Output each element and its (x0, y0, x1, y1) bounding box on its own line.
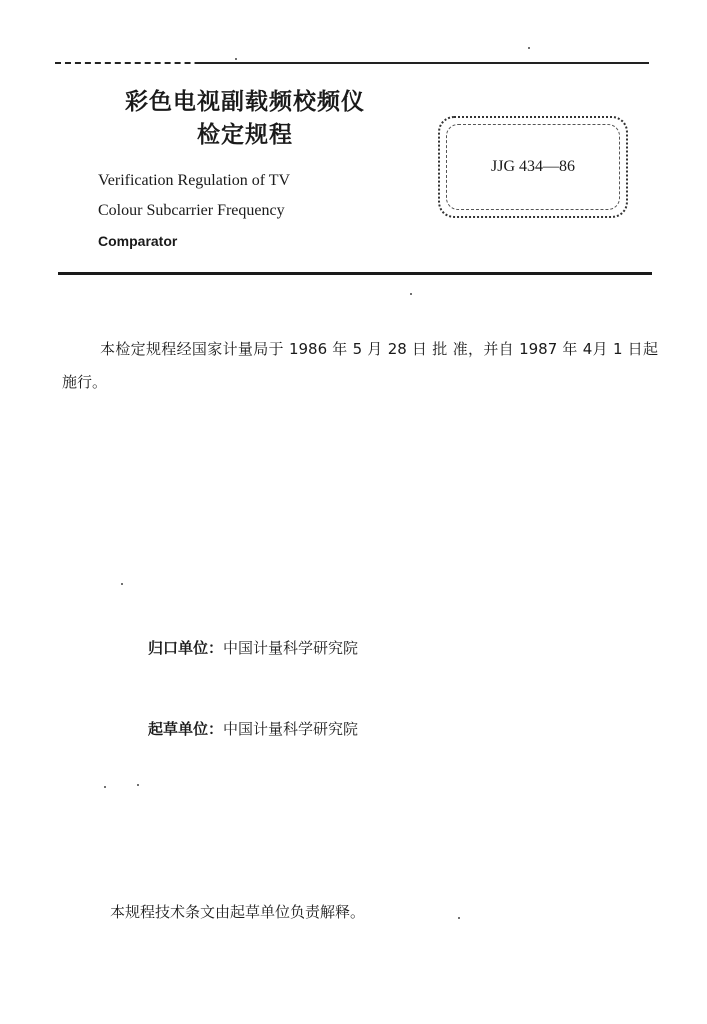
title-en-line-3: Comparator (98, 233, 178, 249)
scan-speck (458, 917, 460, 919)
regulation-title-chinese (110, 86, 380, 152)
scan-speck (104, 786, 106, 788)
approval-statement: 本检定规程经国家计量局于 1986 年 5 月 28 日 批 准，并自 1987 年 4月 1 日起施行。 (62, 340, 658, 391)
regulation-code: JJG 434—86 (490, 158, 575, 175)
title-en-line-2: Colour Subcarrier Frequency (98, 202, 285, 219)
scan-speck (121, 583, 123, 585)
interpretation-note: 本规程技术条文由起草单位负责解释。 (110, 903, 366, 921)
regulation-title-english (98, 166, 408, 256)
centralizing-unit-value: 中国计量科学研究院 (223, 639, 359, 657)
scan-speck (235, 58, 237, 60)
title-cn-line-1: 彩色电视副载频校频仪 (125, 89, 365, 115)
title-en-line-1: Verification Regulation of TV (98, 172, 291, 189)
title-cn-line-2: 检定规程 (197, 122, 293, 148)
drafting-unit (148, 718, 358, 739)
centralizing-unit (148, 637, 358, 658)
header-divider (58, 272, 652, 275)
drafting-unit-label: 起草单位： (148, 720, 224, 738)
scan-speck (528, 47, 530, 49)
regulation-code-frame (438, 116, 628, 218)
top-rule (198, 62, 649, 64)
scan-speck (137, 784, 139, 786)
scan-speck (410, 293, 412, 295)
centralizing-unit-label: 归口单位： (148, 639, 224, 657)
drafting-unit-value: 中国计量科学研究院 (223, 720, 359, 738)
